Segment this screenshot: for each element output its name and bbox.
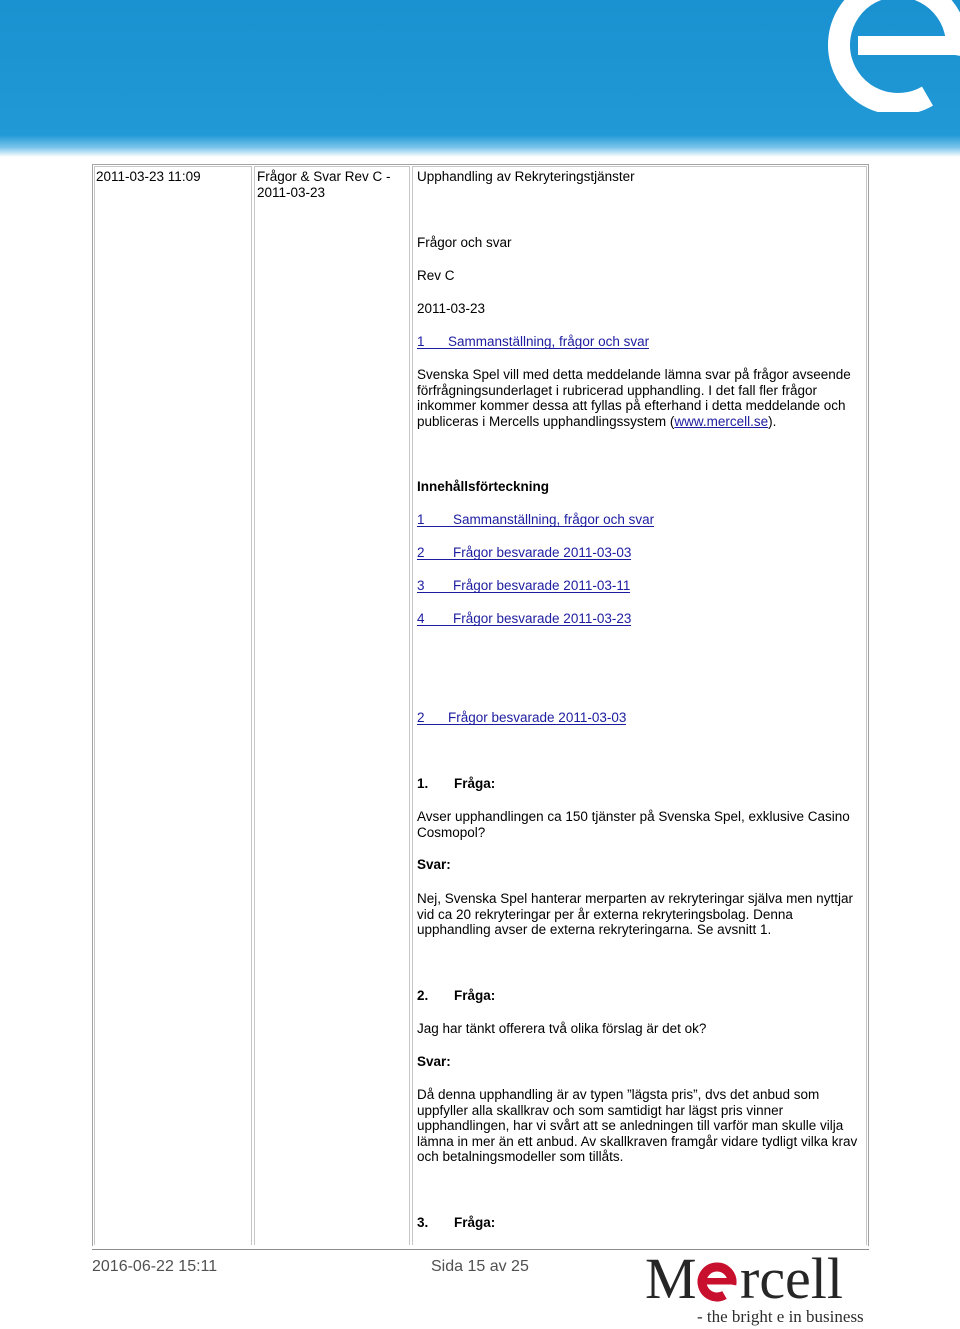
footer-printed-at: 2016-06-22 15:11 xyxy=(92,1258,218,1275)
mercell-website-link[interactable]: www.mercell.se xyxy=(674,413,769,429)
answer-2-text xyxy=(417,1087,857,1165)
answer-1-label: Svar: xyxy=(417,857,451,872)
header-subject: Upphandling av Rekryteringstjänster xyxy=(417,169,635,184)
intro-paragraph xyxy=(417,367,851,429)
section-2-heading-link[interactable] xyxy=(417,711,626,725)
question-2-text xyxy=(417,1021,706,1037)
content-cell xyxy=(412,166,867,1245)
question-number: 3. xyxy=(417,1215,429,1230)
toc-item-number: 1 xyxy=(417,512,425,527)
question-number: 2. xyxy=(417,988,429,1003)
question-line: Avser upphandlingen ca 150 tjänster på Svenska Spel, exklusive Casino xyxy=(417,809,850,824)
intro-line xyxy=(417,414,851,430)
answer-line: och betalningsmodeller som tillåts. xyxy=(417,1149,624,1164)
question-3-label xyxy=(417,1215,495,1231)
footer-page-number: Sida 15 av 25 xyxy=(431,1258,529,1275)
intro-line: inkommer kommer dessa att fyllas på efterhand i detta meddelande och xyxy=(417,398,846,413)
question-label: Fråga: xyxy=(454,988,496,1003)
question-line: Jag har tänkt offerera två olika förslag är det ok? xyxy=(417,1021,707,1036)
answer-1-text xyxy=(417,891,853,938)
logo-tagline: - the bright e in business xyxy=(697,1307,864,1326)
section-heading-label: Frågor besvarade 2011-03-03 xyxy=(448,710,627,725)
question-number: 1. xyxy=(417,776,429,791)
mercell-e-icon xyxy=(820,0,960,112)
mercell-e-icon xyxy=(695,1261,739,1303)
toc-item-4[interactable] xyxy=(417,612,631,626)
answer-line: Då denna upphandling är av typen ”lägsta pris”, dvs det anbud som xyxy=(417,1087,820,1102)
answer-2-label: Svar: xyxy=(417,1054,451,1069)
section-number: 2 xyxy=(417,710,425,725)
doc-title-line: 2011-03-23 xyxy=(257,184,326,200)
answer-line: upphandling avser de externa rekryteringarna. Se avsnitt 1. xyxy=(417,922,772,937)
question-2-label xyxy=(417,988,495,1004)
document-revision: Rev C xyxy=(417,268,455,283)
toc-item-3[interactable] xyxy=(417,579,630,593)
header-banner xyxy=(0,0,960,157)
question-line: Cosmopol? xyxy=(417,824,486,840)
intro-line: förfrågningsunderlaget i rubricerad upphandling. I det fall fler frågor xyxy=(417,382,817,398)
logo-wordmark-end: rcell xyxy=(740,1246,844,1311)
document-title: Frågor och svar xyxy=(417,235,512,250)
doc-title-cell xyxy=(254,166,410,1245)
intro-line: Svenska Spel vill med detta meddelande lämna svar på frågor avseende xyxy=(417,367,851,382)
answer-line: upphandlingen, har vi svårt att se anledningen till varför man skulle vilja xyxy=(417,1118,844,1133)
question-label: Fråga: xyxy=(454,776,496,791)
toc-heading: Innehållsförteckning xyxy=(417,479,550,494)
answer-line: uppfyller alla skallkrav och som samtidigt har lägst pris vinner xyxy=(417,1102,784,1118)
section-number: 1 xyxy=(417,334,425,349)
intro-last-prefix: publiceras i Mercells upphandlingssystem ( xyxy=(417,413,675,429)
doc-title-line: Frågor & Svar Rev C - xyxy=(257,169,391,184)
question-1-text xyxy=(417,809,850,840)
question-1-label xyxy=(417,776,495,792)
document-date: 2011-03-23 xyxy=(417,301,486,316)
section-link-label: Sammanställning, frågor och svar xyxy=(448,334,650,349)
toc-item-label: Frågor besvarade 2011-03-11 xyxy=(453,578,631,593)
answer-line: lämna in mer än ett anbud. Av skallkraven framgår vidare tydligt vilka krav xyxy=(417,1133,858,1149)
toc-item-label: Sammanställning, frågor och svar xyxy=(453,512,655,527)
header-timestamp: 2011-03-23 11:09 xyxy=(96,169,201,184)
answer-line: Nej, Svenska Spel hanterar merparten av rekryteringar själva men nyttjar xyxy=(417,891,853,906)
answer-line: vid ca 20 rekryteringar per år externa rekryteringsbolag. Denna xyxy=(417,906,793,922)
toc-item-label: Frågor besvarade 2011-03-03 xyxy=(453,545,632,560)
question-label: Fråga: xyxy=(454,1215,496,1230)
intro-last-suffix: ). xyxy=(768,413,777,429)
toc-item-number: 3 xyxy=(417,578,425,593)
toc-item-2[interactable] xyxy=(417,546,631,560)
timestamp-cell xyxy=(94,166,252,1245)
toc-item-1[interactable] xyxy=(417,513,654,527)
toc-item-number: 4 xyxy=(417,611,425,626)
toc-item-number: 2 xyxy=(417,545,425,560)
logo-wordmark-start: M xyxy=(645,1246,697,1311)
section-1-link[interactable] xyxy=(417,335,649,349)
toc-item-label: Frågor besvarade 2011-03-23 xyxy=(453,611,632,626)
doc-title xyxy=(257,169,391,200)
